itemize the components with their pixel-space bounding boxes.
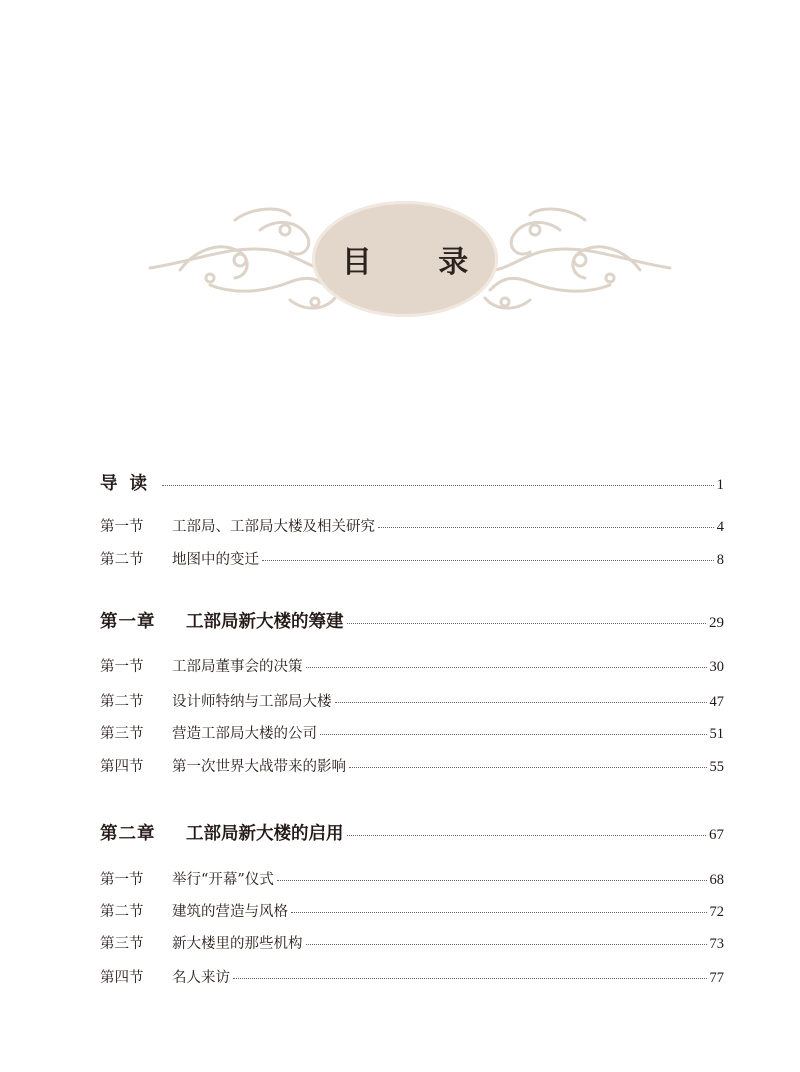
leader-dots	[335, 702, 707, 703]
toc-section-entry[interactable]	[100, 966, 724, 988]
toc-section-entry[interactable]	[100, 932, 724, 954]
leader-dots	[349, 767, 707, 768]
toc-section-entry[interactable]	[100, 690, 724, 712]
page-number: 68	[709, 872, 724, 888]
leader-dots	[306, 944, 707, 945]
entry-number: 第一节	[100, 659, 144, 675]
entry-title: 工部局董事会的决策	[172, 659, 303, 675]
entry-number: 第一章	[100, 612, 156, 632]
entry-title: 名人来访	[172, 970, 230, 986]
page-number: 47	[709, 694, 724, 710]
leader-dots	[378, 527, 714, 528]
entry-number: 第四节	[100, 759, 144, 775]
leader-dots	[320, 734, 707, 735]
page-number: 73	[709, 936, 724, 952]
toc-chapter-entry[interactable]	[100, 608, 724, 634]
entry-number: 导读	[100, 474, 159, 494]
page-number: 30	[709, 659, 724, 675]
toc-section-entry[interactable]	[100, 868, 724, 890]
page-number: 51	[709, 726, 724, 742]
page-number: 29	[709, 615, 724, 631]
toc-chapter-entry[interactable]	[100, 820, 724, 846]
leader-dots	[233, 978, 707, 979]
entry-title: 工部局、工部局大楼及相关研究	[172, 519, 375, 535]
toc-section-entry[interactable]	[100, 722, 724, 744]
entry-number: 第三节	[100, 726, 144, 742]
page-number: 72	[709, 904, 724, 920]
page-number: 8	[716, 552, 724, 568]
page-number: 1	[716, 477, 724, 493]
leader-dots	[162, 485, 714, 486]
entry-title: 第一次世界大战带来的影响	[172, 759, 346, 775]
entry-title: 建筑的营造与风格	[172, 904, 288, 920]
entry-title: 举行“开幕”仪式	[172, 872, 274, 888]
toc-title: 目 录	[341, 245, 497, 280]
page-number: 4	[716, 519, 724, 535]
toc-section-entry[interactable]	[100, 655, 724, 677]
leader-dots	[347, 623, 707, 624]
entry-number: 第四节	[100, 970, 144, 986]
entry-title: 工部局新大楼的启用	[186, 824, 344, 844]
page-number: 67	[709, 827, 724, 843]
entry-title: 工部局新大楼的筹建	[186, 612, 344, 632]
entry-number: 第二节	[100, 694, 144, 710]
toc-section-entry[interactable]	[100, 515, 724, 537]
entry-title: 地图中的变迁	[172, 552, 259, 568]
entry-title: 设计师特纳与工部局大楼	[172, 694, 332, 710]
leader-dots	[347, 835, 707, 836]
entry-number: 第一节	[100, 519, 144, 535]
leader-dots	[306, 667, 707, 668]
entry-title: 新大楼里的那些机构	[172, 936, 303, 952]
entry-number: 第三节	[100, 936, 144, 952]
toc-section-entry[interactable]	[100, 755, 724, 777]
leader-dots	[262, 560, 714, 561]
entry-number: 第一节	[100, 872, 144, 888]
toc-section-entry[interactable]	[100, 900, 724, 922]
toc-intro-entry[interactable]	[100, 470, 724, 496]
toc-section-entry[interactable]	[100, 548, 724, 570]
leader-dots	[277, 880, 707, 881]
entry-number: 第二节	[100, 552, 144, 568]
entry-number: 第二章	[100, 824, 156, 844]
page-number: 55	[709, 759, 724, 775]
entry-number: 第二节	[100, 904, 144, 920]
entry-title: 营造工部局大楼的公司	[172, 726, 317, 742]
page-number: 77	[709, 970, 724, 986]
leader-dots	[291, 912, 707, 913]
